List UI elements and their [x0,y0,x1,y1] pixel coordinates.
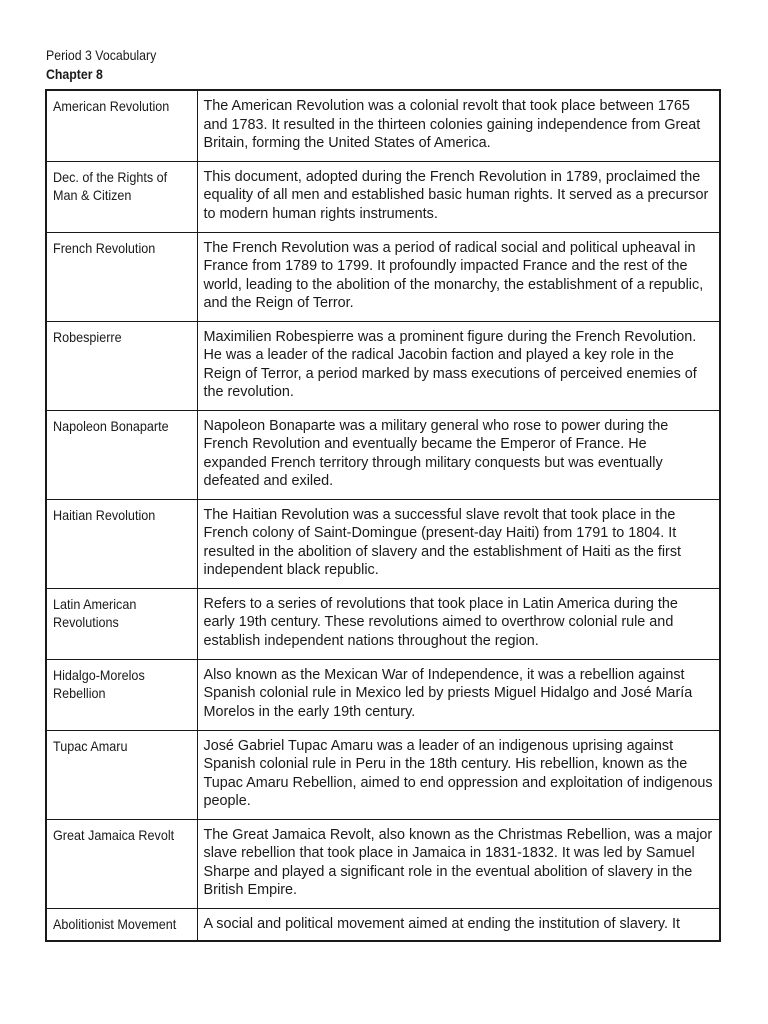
definition-cell: The American Revolution was a colonial revolt that took place between 1765 and 1783. It resulted in the thirteen colonies gaining independence from Great Britain, forming the United States of America. [197,90,720,161]
term-text: Latin American Revolutions [53,595,137,630]
term-cell [46,232,197,321]
term-cell [46,161,197,232]
chapter-title: Chapter 8 [46,66,103,82]
term-text: American Revolution [53,98,170,114]
definition-cell: Refers to a series of revolutions that took place in Latin America during the early 19th century. These revolutions aimed to overthrow colonial rule and establish independent nations throughout the region. [197,588,720,659]
term-cell [46,499,197,588]
definition-cell: The French Revolution was a period of radical social and political upheaval in France from 1789 to 1799. It profoundly impacted France and the rest of the world, leading to the abolition of the monarchy, the establishment of a republic, and the Reign of Terror. [197,232,720,321]
vocab-row [46,588,720,659]
vocab-row [46,90,720,161]
vocab-row [46,321,720,410]
term-text: Abolitionist Movement [53,915,177,932]
definition-cell: Also known as the Mexican War of Independence, it was a rebellion against Spanish colonial rule in Mexico led by priests Miguel Hidalgo and José María Morelos in the early 19th century. [197,659,720,730]
term-cell [46,819,197,908]
term-text: Tupac Amaru [53,737,128,754]
definition-cell: José Gabriel Tupac Amaru was a leader of an indigenous uprising against Spanish colonial rule in Peru in the 18th century. His rebellion, known as the Tupac Amaru Rebellion, aimed to end oppression and exploitation of indigenous people. [197,730,720,819]
vocab-row [46,908,720,941]
definition-cell: Maximilien Robespierre was a prominent figure during the French Revolution. He was a leader of the radical Jacobin faction and played a key role in the Reign of Terror, a period marked by mass executions of perceived enemies of the revolution. [197,321,720,410]
term-text: Great Jamaica Revolt [53,826,175,843]
term-cell [46,659,197,730]
term-text: Dec. of the Rights of Man & Citizen [53,168,168,203]
definition-cell: Napoleon Bonaparte was a military general who rose to power during the French Revolution and eventually became the Emperor of France. He expanded French territory through military conquests but was eventually defeated and exiled. [197,410,720,499]
vocab-row [46,819,720,908]
definition-cell: A social and political movement aimed at ending the institution of slavery. It [197,908,720,941]
term-text: Robespierre [53,328,122,345]
vocab-row [46,659,720,730]
term-cell [46,588,197,659]
vocab-row [46,730,720,819]
definition-cell: The Great Jamaica Revolt, also known as the Christmas Rebellion, was a major slave rebellion that took place in Jamaica in 1831-1832. It was led by Samuel Sharpe and played a significant role in the eventual abolition of slavery in the British Empire. [197,819,720,908]
term-cell [46,730,197,819]
document-header [46,46,171,84]
term-text: French Revolution [53,239,156,256]
term-cell [46,410,197,499]
definition-cell: The Haitian Revolution was a successful slave revolt that took place in the French colony of Saint-Domingue (present-day Haiti) from 1791 to 1804. It resulted in the abolition of slavery and the establishment of Haiti as the first independent black republic. [197,499,720,588]
vocab-row [46,410,720,499]
vocab-row [46,161,720,232]
term-text: Napoleon Bonaparte [53,417,169,434]
term-cell [46,321,197,410]
vocabulary-table [45,89,721,942]
vocab-row [46,499,720,588]
period-title: Period 3 Vocabulary [46,47,157,63]
vocab-row [46,232,720,321]
definition-cell: This document, adopted during the French Revolution in 1789, proclaimed the equality of all men and established basic human rights. It served as a precursor to modern human rights instruments. [197,161,720,232]
term-cell [46,908,197,941]
term-text: Hidalgo-Morelos Rebellion [53,666,145,701]
term-cell [46,90,197,161]
term-text: Haitian Revolution [53,506,156,523]
